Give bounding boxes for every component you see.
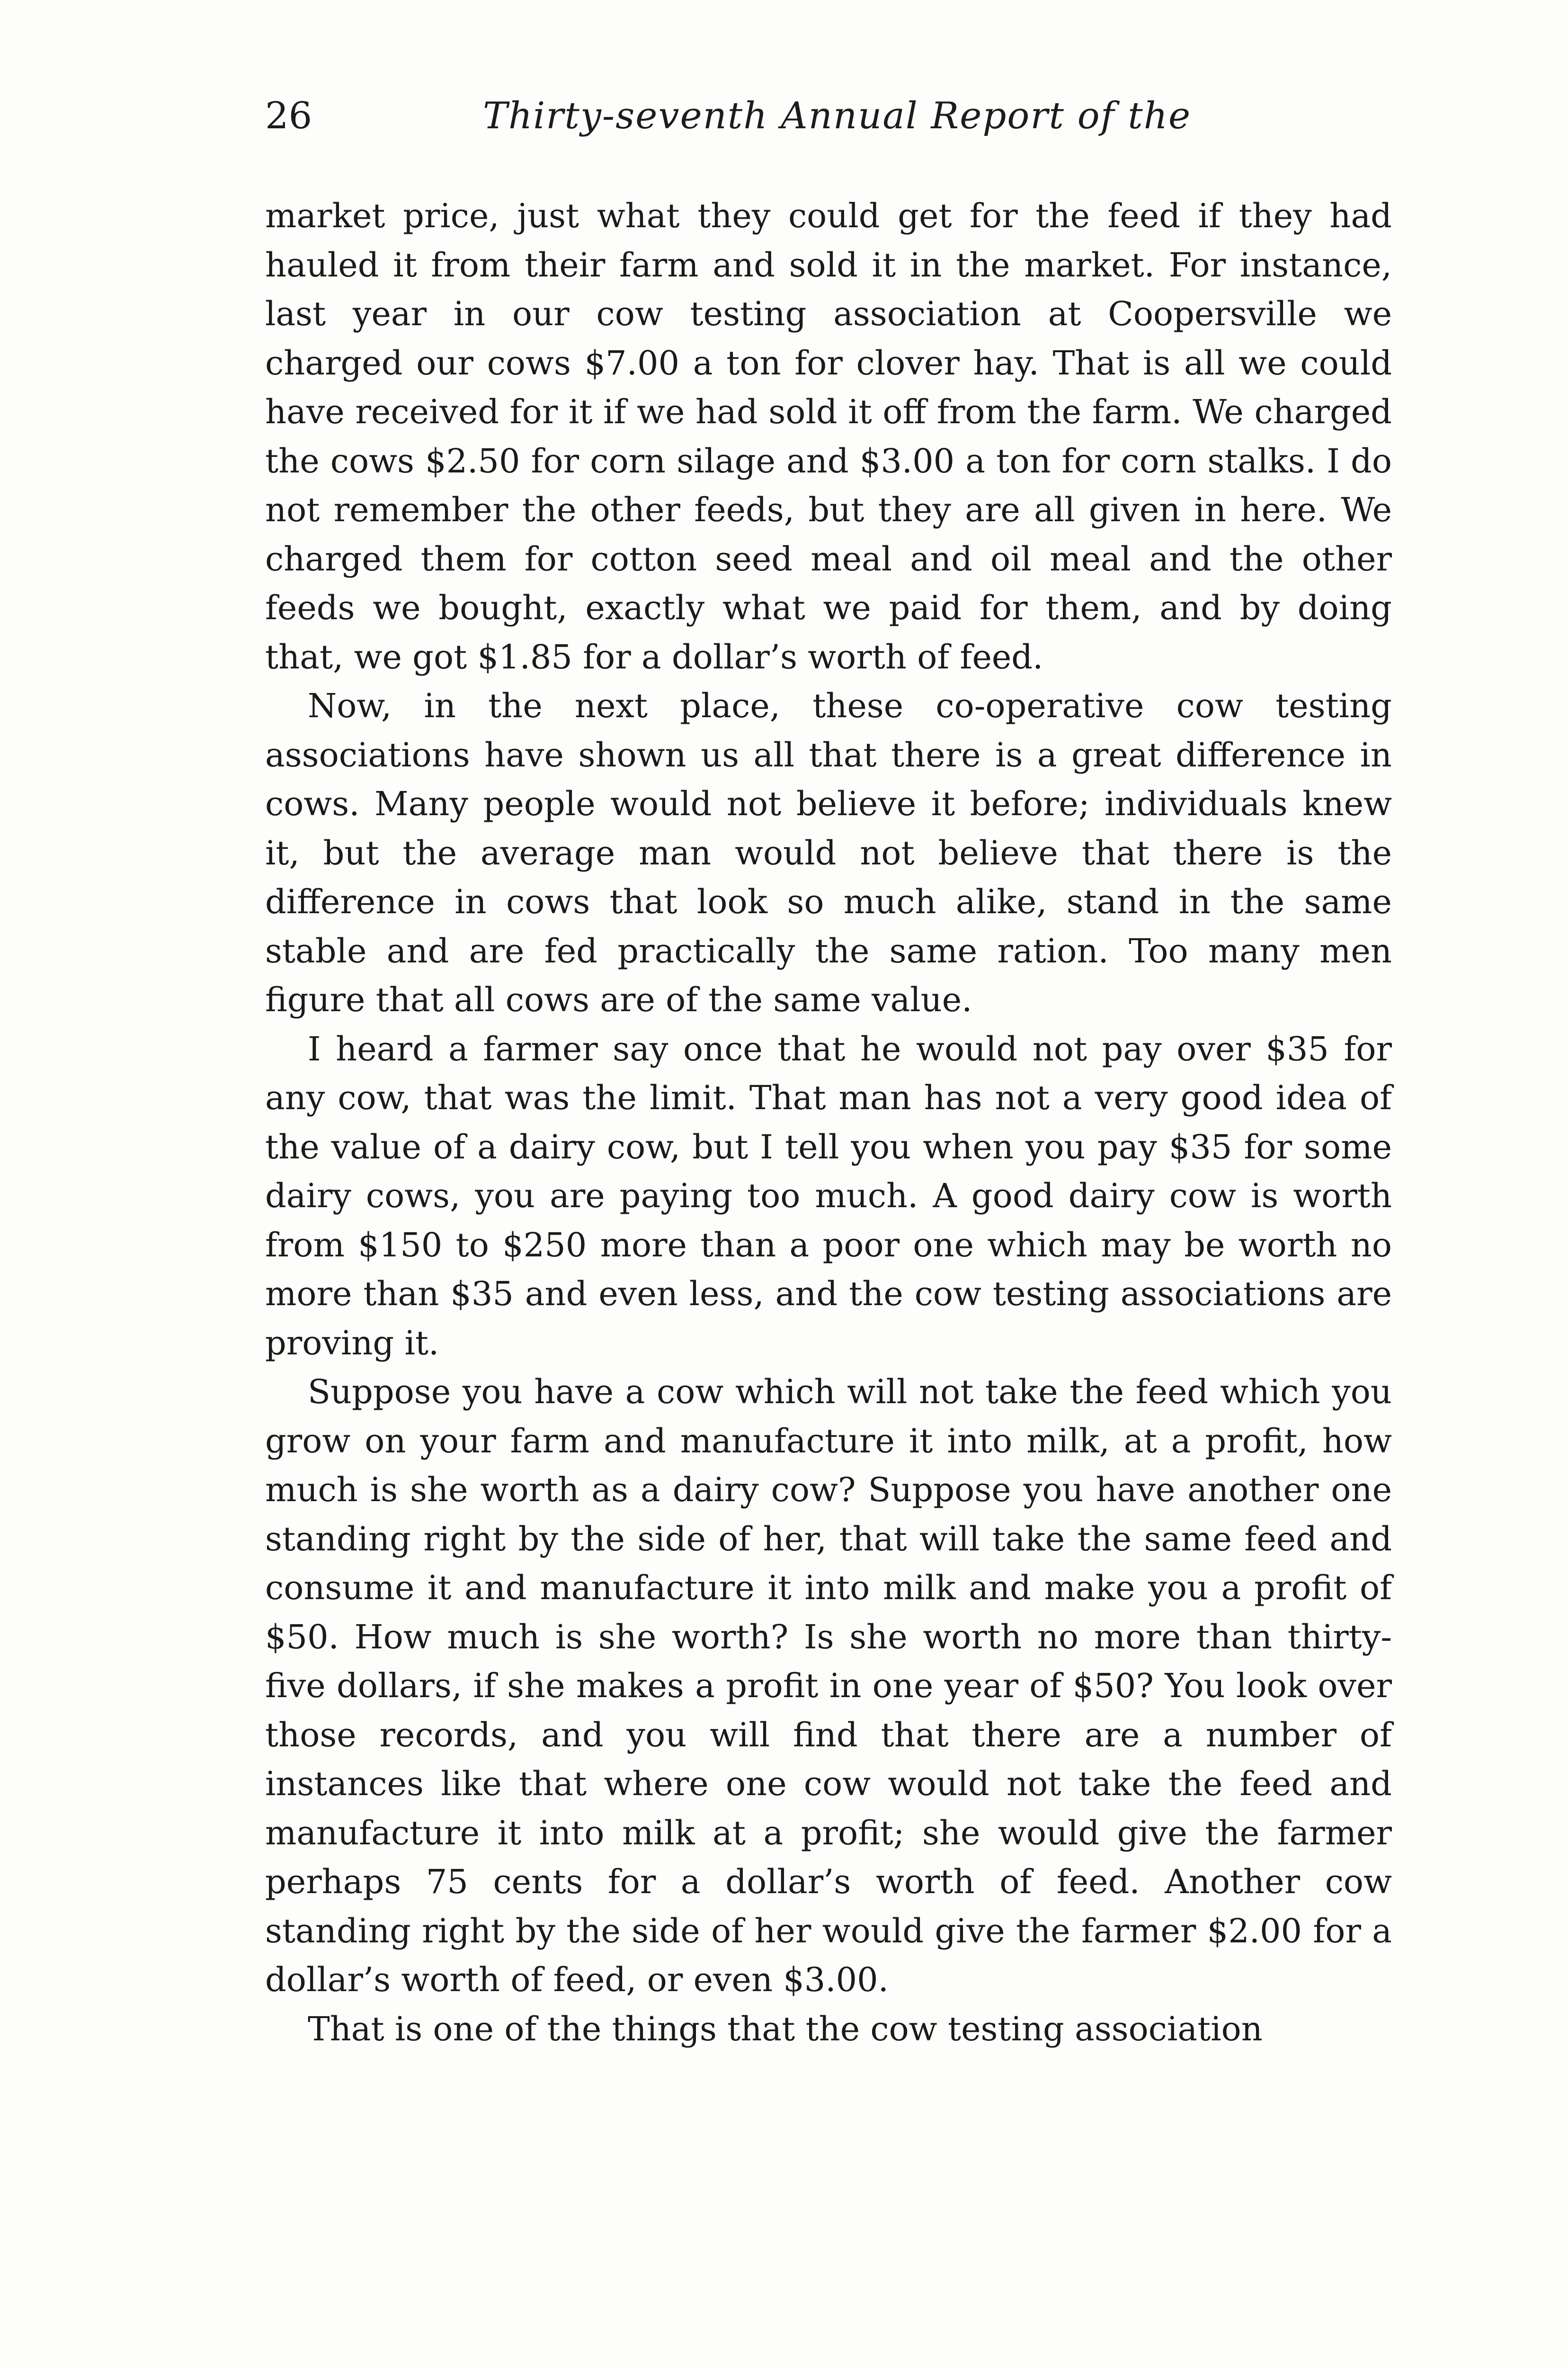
paragraph-testing-association: That is one of the things that the cow testing association (308, 2009, 1263, 2048)
paragraph-difference-in-cows: Now, in the next place, these co-operative cow testing associations have shown us all that there is a great difference in cows. Many people would not believe it before; individuals knew it, but the average man would not believe that there is the difference in cows that look so much alike, stand in the same stable and are fed practically the same ration. Too many men figure that all cows are of the same value. (265, 686, 1392, 1019)
paragraph-suppose-cow-profit: Suppose you have a cow which will not take the feed which you grow on your farm and manufacture it into milk, at a profit, how much is she worth as a dairy cow? Suppose you have another one standing right by the side of her, that will take the same feed and consume it and manufacture it into milk and make you a profit of $50. How much is she worth? Is she worth no more than thirty-five dollars, if she makes a profit in one year of $50? You look over those records, and you will find that there are a number of instances like that where one cow would not take the feed and manufacture it into milk at a profit; she would give the farmer perhaps 75 cents for a dollar’s worth of feed. Another cow standing right by the side of her would give the farmer $2.00 for a dollar’s worth of feed, or even $3.00. (265, 1372, 1392, 1999)
paragraph-farmer-price-limit: I heard a farmer say once that he would not pay over $35 for any cow, that was the limit. That man has not a very good idea of the value of a dairy cow, but I tell you when you pay $35 for some dairy cows, you are paying too much. A good dairy cow is worth from $150 to $250 more than a poor one which may be worth no more than $35 and even less, and the cow testing associations are proving it. (265, 1029, 1392, 1362)
running-header (265, 95, 1420, 151)
page-number: 26 (265, 95, 312, 137)
paragraph-continued: market price, just what they could get for the feed if they had hauled it from their farm and sold it in the market. For instance, last year in our cow testing association at Coopersville we charged our cows $7.00 a ton for clover hay. That is all we could have received for it if we had sold it off from the farm. We charged the cows $2.50 for corn silage and $3.00 a ton for corn stalks. I do not remember the other feeds, but they are all given in here. We charged them for cotton seed meal and oil meal and the other feeds we bought, exactly what we paid for them, and by doing that, we got $1.85 for a dollar’s worth of feed. (265, 196, 1392, 676)
running-title: Thirty-seventh Annual Report of the (483, 95, 1192, 137)
body-text (265, 192, 1392, 2054)
